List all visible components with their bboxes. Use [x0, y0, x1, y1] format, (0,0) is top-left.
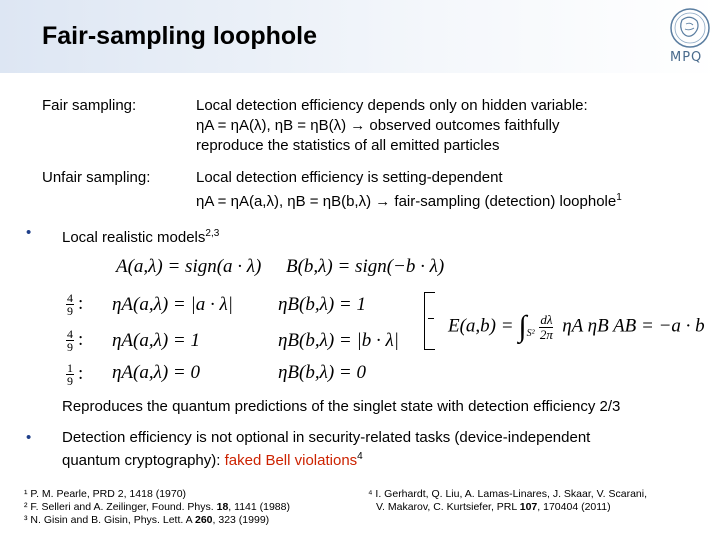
reference-3: ³ N. Gisin and B. Gisin, Phys. Lett. A 260, 323 (1999) — [24, 514, 270, 526]
ref-sup-1: 1 — [616, 192, 622, 203]
E-lhs: E(a,b) = — [448, 315, 514, 337]
bullet-marker-2: • — [26, 429, 32, 446]
row2-etaB: ηB(b,λ) = |b · λ| — [278, 330, 399, 351]
references-left — [24, 488, 290, 527]
fair-sampling-line1: Local detection efficiency depends only on hidden variable: — [196, 97, 588, 114]
references-right — [368, 488, 647, 514]
E-measure: $\frac{d\lambda}{2\pi}$ — [539, 311, 553, 342]
reference-4-line2: V. Makarov, C. Kurtsiefer, PRL 107, 170404 (2011) — [376, 501, 611, 513]
row2-etaA: ηA(a,λ) = 1 — [112, 330, 200, 351]
formula-row3: $\frac{1}{9}$ : — [67, 361, 84, 388]
row1-etaB: ηB(b,λ) = 1 — [278, 294, 366, 315]
formula-E — [448, 310, 705, 344]
faked-bell-violations: faked Bell violations — [224, 452, 358, 469]
row1-etaA: ηA(a,λ) = |a · λ| — [112, 294, 233, 315]
fair-sampling-label: Fair sampling: — [42, 97, 137, 114]
integral-sign: ∫ — [518, 310, 527, 343]
unfair-sampling-line2-text: ηA = ηA(a,λ), ηB = ηB(b,λ) → fair-sampling (detection) loophole — [196, 193, 617, 210]
row3-etaB: ηB(b,λ) = 0 — [278, 362, 366, 383]
E-rhs: ηA ηB AB = −a · b — [562, 315, 705, 337]
fair-sampling-line3: reproduce the statistics of all emitted particles — [196, 137, 500, 154]
local-models-text: Local realistic models — [62, 229, 206, 246]
bracket — [424, 292, 435, 350]
ref-sup-4: 4 — [357, 451, 363, 462]
unfair-sampling-line1: Local detection efficiency is setting-dependent — [196, 169, 503, 186]
slide-title: Fair-sampling loophole — [42, 22, 318, 50]
local-models-heading — [62, 224, 219, 247]
formula-row2: $\frac{4}{9}$ : — [67, 327, 84, 354]
detection-efficiency-text — [62, 428, 590, 470]
mpq-logo-text: MPQ — [670, 50, 703, 65]
formula-A-def: A(a,λ) = sign(a · λ) — [116, 256, 262, 277]
unfair-sampling-label: Unfair sampling: — [42, 169, 151, 186]
formula-row1: $\frac{4}{9}$ : — [67, 291, 84, 318]
unfair-sampling-line2 — [196, 188, 622, 212]
reproduces-text: Reproduces the quantum predictions of the singlet state with detection efficiency 2/3 — [62, 398, 621, 415]
row1-weight: $\frac{4}{9}$ — [67, 291, 73, 318]
ref-sup-2-3: 2,3 — [205, 228, 220, 239]
reference-4-line1: ⁴ I. Gerhardt, Q. Liu, A. Lamas-Linares, J. Skaar, V. Scarani, — [368, 488, 648, 500]
reference-1: ¹ P. M. Pearle, PRD 2, 1418 (1970) — [24, 488, 187, 500]
row3-etaA: ηA(a,λ) = 0 — [112, 362, 200, 383]
fair-sampling-line2: ηA = ηA(λ), ηB = ηB(λ) → observed outcomes faithfully — [196, 117, 560, 134]
detection-line1: Detection efficiency is not optional in security-related tasks (device-independent — [62, 429, 591, 446]
detection-line2: quantum cryptography): — [62, 452, 225, 469]
reference-2: ² F. Selleri and A. Zeilinger, Found. Phys. 18, 1141 (1988) — [24, 501, 290, 513]
integral-domain: S² — [526, 328, 535, 340]
row2-weight: $\frac{4}{9}$ — [67, 327, 73, 354]
bullet-marker: • — [26, 224, 32, 241]
row3-weight: $\frac{1}{9}$ — [67, 361, 73, 388]
formula-B-def: B(b,λ) = sign(−b · λ) — [286, 256, 445, 277]
bracket-tick — [428, 318, 434, 319]
